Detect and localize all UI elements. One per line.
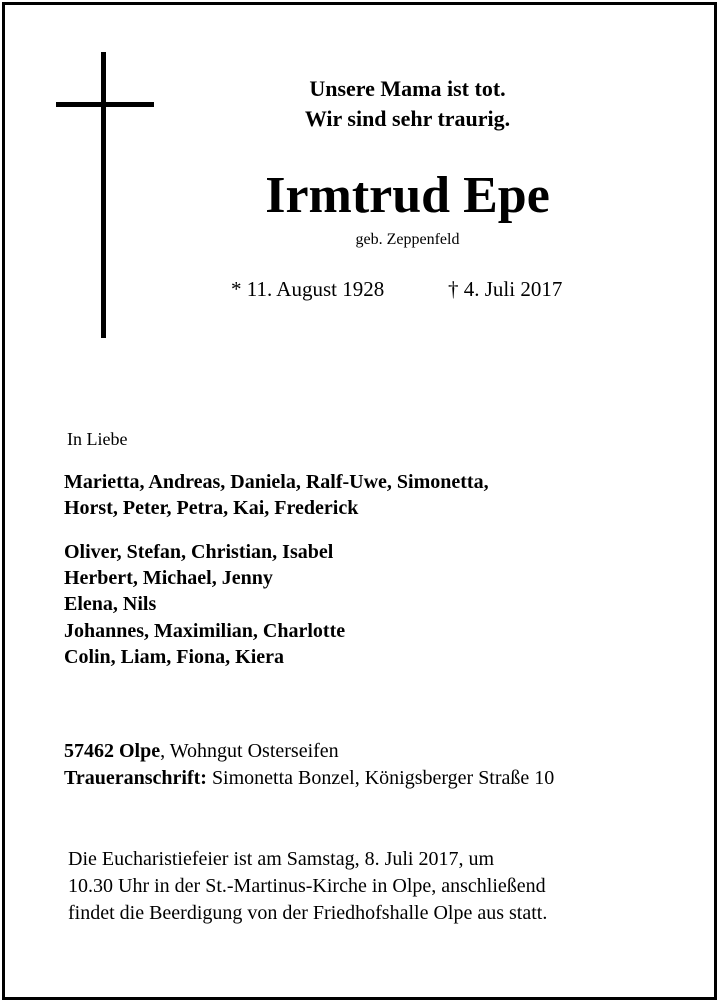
mourners-intro: In Liebe	[67, 429, 128, 449]
mourning-address: Simonetta Bonzel, Königsberger Straße 10	[206, 767, 555, 789]
mourners-line: Horst, Peter, Petra, Kai, Frederick	[64, 497, 359, 519]
residence-line	[64, 739, 339, 763]
cross-vertical-bar	[101, 52, 106, 338]
mourners-line: Johannes, Maximilian, Charlotte	[64, 620, 346, 642]
death-date: † 4. Juli 2017	[448, 277, 563, 301]
mourners-line: Elena, Nils	[64, 593, 157, 615]
mourners-line: Oliver, Stefan, Christian, Isabel	[64, 541, 334, 563]
headline-line-2: Wir sind sehr traurig.	[304, 106, 511, 131]
maiden-name: geb. Zeppenfeld	[355, 231, 460, 248]
mourners-line: Colin, Liam, Fiona, Kiera	[64, 646, 284, 668]
mourning-address-label: Traueranschrift:	[64, 767, 207, 789]
cross-horizontal-bar	[56, 102, 154, 107]
residence-place: , Wohngut Osterseifen	[160, 740, 339, 762]
service-line: 10.30 Uhr in der St.-Martinus-Kirche in Olpe, anschließend	[68, 875, 546, 897]
deceased-name: Irmtrud Epe	[265, 167, 550, 224]
mourners-line: Marietta, Andreas, Daniela, Ralf-Uwe, Simonetta,	[64, 471, 489, 493]
mourning-address-line	[64, 766, 554, 790]
service-line: Die Eucharistiefeier ist am Samstag, 8. Juli 2017, um	[68, 848, 495, 870]
birth-date: * 11. August 1928	[231, 277, 385, 301]
residence-city: 57462 Olpe	[64, 740, 161, 762]
headline-line-1: Unsere Mama ist tot.	[309, 76, 506, 101]
mourners-line: Herbert, Michael, Jenny	[64, 567, 273, 589]
service-line: findet die Beerdigung von der Friedhofshalle Olpe aus statt.	[68, 902, 548, 924]
